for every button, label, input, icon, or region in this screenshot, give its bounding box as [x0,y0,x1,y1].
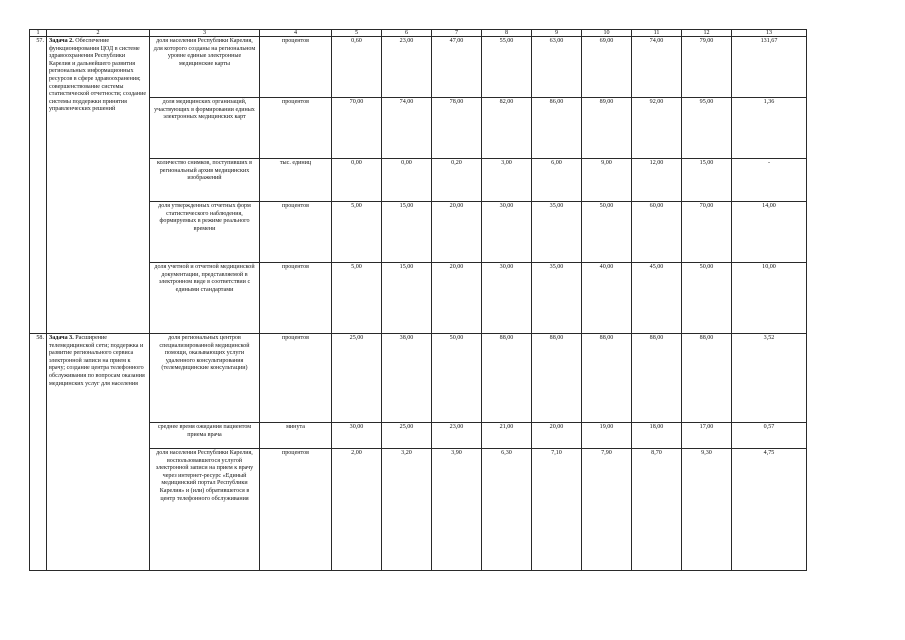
value-cell: 78,00 [432,98,482,159]
value-cell: 23,00 [432,423,482,449]
column-number-row [30,30,807,37]
value-cell: 60,00 [632,202,682,263]
indicator-cell: доля медицинских организаций, участвующих в формировании единых электронных медицинских карт [150,98,260,159]
table-row [30,37,807,98]
value-cell: 14,00 [732,202,807,263]
value-cell: 25,00 [382,423,432,449]
value-cell: 5,00 [332,202,382,263]
column-number: 9 [532,30,582,37]
indicator-cell: количество снимков, поступивших в региональный архив медицинских изображений [150,159,260,202]
column-number: 10 [582,30,632,37]
value-cell: 45,00 [632,263,682,334]
value-cell: 88,00 [582,334,632,423]
value-cell: 40,00 [582,263,632,334]
value-cell: 95,00 [682,98,732,159]
task-cell [47,37,150,334]
unit-cell: процентов [260,449,332,571]
value-cell: 88,00 [532,334,582,423]
value-cell: 10,00 [732,263,807,334]
value-cell: 86,00 [532,98,582,159]
value-cell: 74,00 [382,98,432,159]
value-cell: 82,00 [482,98,532,159]
value-cell: 35,00 [532,263,582,334]
value-cell: 0,60 [332,37,382,98]
column-number: 11 [632,30,682,37]
value-cell: 70,00 [332,98,382,159]
unit-cell: процентов [260,98,332,159]
value-cell: 50,00 [682,263,732,334]
value-cell: 19,00 [582,423,632,449]
value-cell: 6,00 [532,159,582,202]
value-cell: 74,00 [632,37,682,98]
task-title: Задача 2. [49,38,74,44]
value-cell: 92,00 [632,98,682,159]
value-cell: 50,00 [582,202,632,263]
value-cell: 21,00 [482,423,532,449]
unit-cell: процентов [260,37,332,98]
column-number: 3 [150,30,260,37]
value-cell: 3,52 [732,334,807,423]
unit-cell: минута [260,423,332,449]
value-cell: 30,00 [482,263,532,334]
value-cell: 88,00 [482,334,532,423]
value-cell: 6,30 [482,449,532,571]
column-number: 13 [732,30,807,37]
table-row [30,334,807,423]
column-number: 7 [432,30,482,37]
value-cell: 18,00 [632,423,682,449]
value-cell: 88,00 [682,334,732,423]
value-cell: 38,00 [382,334,432,423]
value-cell: 0,00 [382,159,432,202]
unit-cell: процентов [260,263,332,334]
value-cell: 1,36 [732,98,807,159]
unit-cell: процентов [260,334,332,423]
task-text: Расширение телемедицинской сети; поддержка и развитие регионального сервиса электронной записи на прием к врачу; создание центра телефонного обслуживания по вопросам оказания медицинских услуг для населения [49,335,145,387]
value-cell: 0,00 [332,159,382,202]
column-number: 4 [260,30,332,37]
indicator-cell: доля населения Республики Карелия, воспользовавшегося услугой электронной записи на прием к врачу через интернет-ресурс «Единый медицинский портал Республики Карелия» и (или) обратившегося в центр телефонного обслуживания [150,449,260,571]
unit-cell: тыс. единиц [260,159,332,202]
value-cell: 3,90 [432,449,482,571]
task-cell [47,334,150,571]
value-cell: 9,00 [582,159,632,202]
value-cell: 17,00 [682,423,732,449]
value-cell: 88,00 [632,334,682,423]
value-cell: 47,00 [432,37,482,98]
value-cell: 12,00 [632,159,682,202]
value-cell: 3,00 [482,159,532,202]
value-cell: - [732,159,807,202]
value-cell: 25,00 [332,334,382,423]
column-number: 5 [332,30,382,37]
indicator-cell: доля утвержденных отчетных форм статистического наблюдения, формируемых в режиме реального времени [150,202,260,263]
value-cell: 89,00 [582,98,632,159]
value-cell: 3,20 [382,449,432,571]
value-cell: 20,00 [432,263,482,334]
column-number: 6 [382,30,432,37]
task-title: Задача 3. [49,335,74,341]
value-cell: 70,00 [682,202,732,263]
indicators-table [29,29,807,571]
value-cell: 50,00 [432,334,482,423]
indicator-cell: доля населения Республики Карелия, для которого созданы на региональном уровне единые электронные медицинские карты [150,37,260,98]
value-cell: 131,67 [732,37,807,98]
value-cell: 20,00 [432,202,482,263]
column-number: 2 [47,30,150,37]
value-cell: 55,00 [482,37,532,98]
value-cell: 0,57 [732,423,807,449]
task-text: Обеспечение функционирования ЦОД в системе здравоохранения Республики Карелия и дальнейшего развития региональных информационных ресурсов в сфере здравоохранения; совершенствование системы статистической отчетности; создание системы поддержки принятия управленческих решений [49,38,147,113]
value-cell: 8,70 [632,449,682,571]
value-cell: 23,00 [382,37,432,98]
column-number: 1 [30,30,47,37]
value-cell: 9,30 [682,449,732,571]
value-cell: 79,00 [682,37,732,98]
value-cell: 30,00 [482,202,532,263]
unit-cell: процентов [260,202,332,263]
value-cell: 15,00 [682,159,732,202]
value-cell: 20,00 [532,423,582,449]
indicator-cell: доля учетной и отчетной медицинской документации, представляемой в электронном виде в соответствии с едиными стандартами [150,263,260,334]
value-cell: 30,00 [332,423,382,449]
value-cell: 7,10 [532,449,582,571]
column-number: 12 [682,30,732,37]
value-cell: 15,00 [382,263,432,334]
indicator-cell: среднее время ожидания пациентом приема врача [150,423,260,449]
value-cell: 35,00 [532,202,582,263]
value-cell: 0,20 [432,159,482,202]
value-cell: 15,00 [382,202,432,263]
column-number: 8 [482,30,532,37]
value-cell: 2,00 [332,449,382,571]
row-number: 58. [30,334,47,571]
value-cell: 63,00 [532,37,582,98]
indicator-cell: доля региональных центров специализированной медицинской помощи, оказывающих услуги удаленного консультирования (телемедицинские консультации) [150,334,260,423]
value-cell: 5,00 [332,263,382,334]
value-cell: 4,75 [732,449,807,571]
value-cell: 69,00 [582,37,632,98]
row-number: 57. [30,37,47,334]
value-cell: 7,90 [582,449,632,571]
